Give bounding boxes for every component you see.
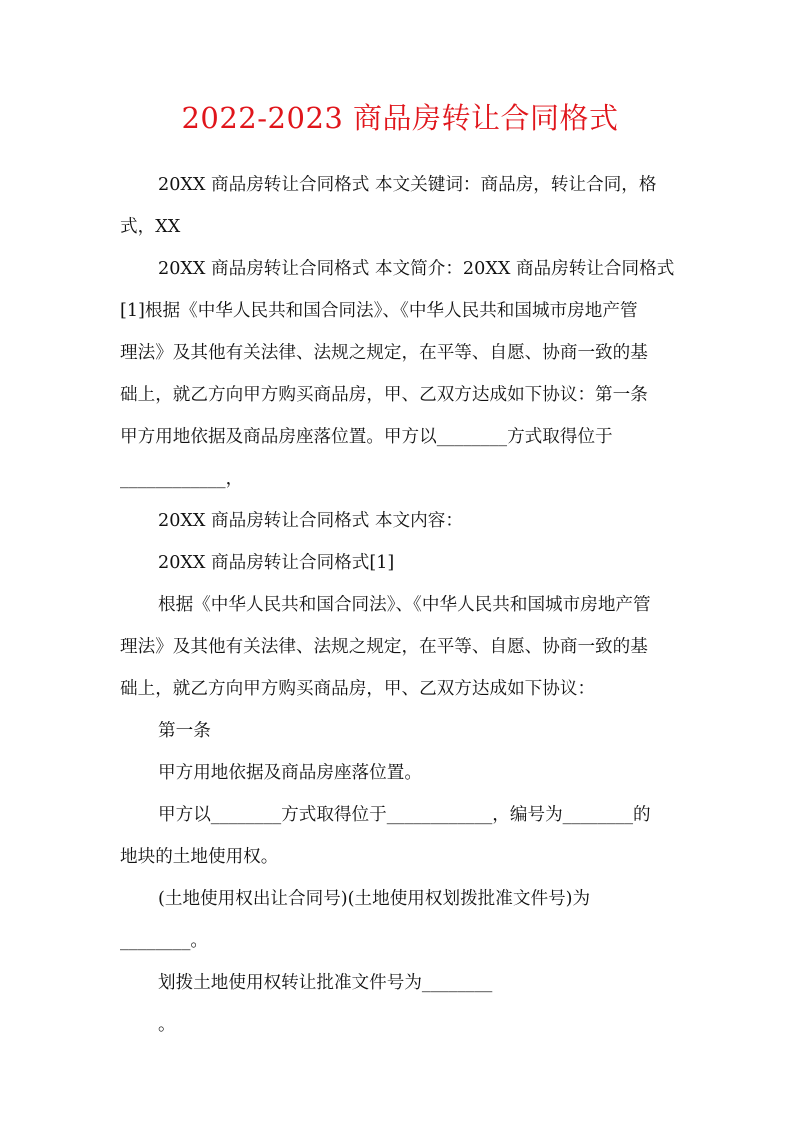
text-line: 第一条	[158, 721, 211, 741]
paragraph-land-basis	[120, 752, 686, 794]
text-line: 20XX 商品房转让合同格式[1]	[158, 553, 395, 573]
paragraph-land-right	[120, 794, 686, 878]
text-line: 根据《中华人民共和国合同法》、《中华人民共和国城市房地产管	[158, 595, 651, 615]
text-line: 20XX 商品房转让合同格式 本文简介：20XX 商品房转让合同格式	[158, 259, 675, 279]
text-line: 式，XX	[120, 217, 181, 237]
text-line: 甲方用地依据及商品房座落位置。	[158, 763, 422, 783]
text-line: ________。	[120, 931, 208, 951]
text-line: 20XX 商品房转让合同格式 本文内容：	[158, 511, 463, 531]
paragraph-contract-number	[120, 878, 686, 962]
paragraph-keywords	[120, 164, 686, 248]
text-line: [1]根据《中华人民共和国合同法》、《中华人民共和国城市房地产管	[120, 301, 638, 321]
text-line: 地块的土地使用权。	[120, 847, 279, 867]
text-line: 理法》及其他有关法律、法规之规定，在平等、自愿、协商一致的基	[120, 343, 648, 363]
text-line: 础上，就乙方向甲方购买商品房，甲、乙双方达成如下协议：第一条	[120, 385, 648, 405]
text-line: (土地使用权出让合同号)(土地使用权划拨批准文件号)为	[158, 889, 591, 909]
text-line: 础上，就乙方向甲方购买商品房，甲、乙双方达成如下协议：	[120, 679, 596, 699]
paragraph-summary	[120, 248, 686, 500]
text-line: ____________，	[120, 469, 244, 489]
document-title: 2022-2023 商品房转让合同格式	[181, 101, 619, 135]
text-line: 。	[158, 1015, 176, 1035]
text-line: 甲方用地依据及商品房座落位置。甲方以________方式取得位于	[120, 427, 613, 447]
paragraph-preamble	[120, 584, 686, 710]
paragraph-section-heading	[120, 542, 686, 584]
paragraph-article-one	[120, 710, 686, 752]
paragraph-content-heading	[120, 500, 686, 542]
text-line: 理法》及其他有关法律、法规之规定，在平等、自愿、协商一致的基	[120, 637, 648, 657]
paragraph-trailing-period	[120, 1004, 686, 1046]
text-line: 划拨土地使用权转让批准文件号为________	[158, 973, 493, 993]
text-line: 20XX 商品房转让合同格式 本文关键词：商品房，转让合同，格	[158, 175, 657, 195]
text-line: 甲方以________方式取得位于____________，编号为________的	[158, 805, 651, 825]
paragraph-approval-number	[120, 962, 686, 1004]
